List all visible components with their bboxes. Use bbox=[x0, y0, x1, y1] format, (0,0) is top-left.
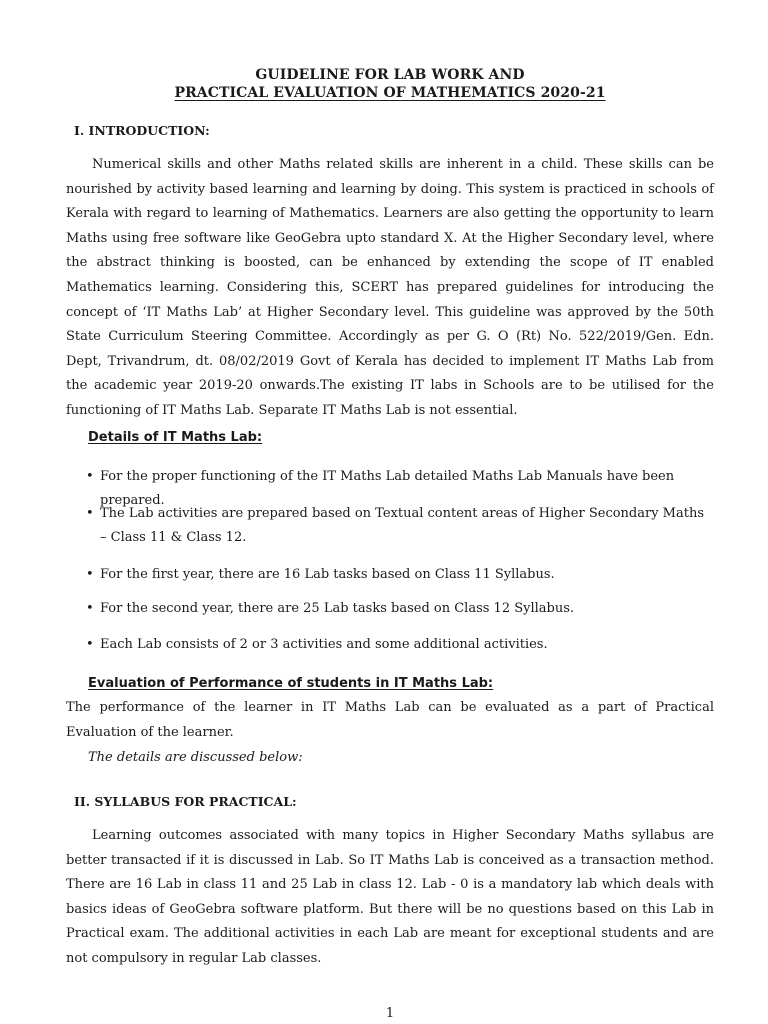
document-title-line2 bbox=[66, 85, 714, 101]
evaluation-note: The details are discussed below: bbox=[88, 750, 303, 765]
list-item: • For the first year, there are 16 Lab tasks based on Class 11 Syllabus. bbox=[86, 563, 714, 587]
page-number: 1 bbox=[385, 1006, 395, 1021]
evaluation-heading: Evaluation of Performance of students in IT Maths Lab: bbox=[88, 676, 494, 691]
section-heading-syllabus: II. SYLLABUS FOR PRACTICAL: bbox=[74, 794, 297, 809]
list-item: • For the proper functioning of the IT Maths Lab detailed Maths Lab Manuals have been prepared. bbox=[86, 465, 714, 513]
introduction-paragraph: Numerical skills and other Maths related skills are inherent in a child. These skills can be nourished by activity based learning and learning by doing. This system is practiced in schools of Kerala with regard to learning of Mathematics. Learners are also getting the opportunity to learn Maths using free software like GeoGebra upto standard X. At the Higher Secondary level, where the abstract thinking is boosted, can be enhanced by extending the scope of IT enabled Mathematics learning. Considering this, SCERT has prepared guidelines for introducing the concept of ‘IT Maths Lab’ at Higher Secondary level. This guideline was approved by the 50th State Curriculum Steering Committee. Accordingly as per G. O (Rt) No. 522/2019/Gen. Edn. Dept, Trivandrum, dt. 08/02/2019 Govt of Kerala has decided to implement IT Maths Lab from the academic year 2019-20 onwards.The existing IT labs in Schools are to be utilised for the functioning of IT Maths Lab. Separate IT Maths Lab is not essential. bbox=[66, 157, 714, 418]
list-item: • For the second year, there are 25 Lab tasks based on Class 12 Syllabus. bbox=[86, 597, 714, 621]
bullet-icon: • bbox=[86, 637, 94, 652]
list-item: • Each Lab consists of 2 or 3 activities and some additional activities. bbox=[86, 633, 714, 657]
evaluation-paragraph: The performance of the learner in IT Maths Lab can be evaluated as a part of Practical Evaluation of the learner. bbox=[66, 700, 714, 740]
list-item: • The Lab activities are prepared based on Textual content areas of Higher Secondary Maths – Class 11 & Class 12. bbox=[86, 502, 714, 550]
bullet-icon: • bbox=[86, 567, 94, 582]
bullet-icon: • bbox=[86, 601, 94, 616]
syllabus-paragraph: Learning outcomes associated with many topics in Higher Secondary Maths syllabus are better transacted if it is discussed in Lab. So IT Maths Lab is conceived as a transaction method. There are 16 Lab in class 11 and 25 Lab in class 12. Lab - 0 is a mandatory lab which deals with basics ideas of GeoGebra software platform. But there will be no questions based on this Lab in Practical exam. The additional activities in each Lab are meant for exceptional students and are not compulsory in regular Lab classes. bbox=[66, 828, 714, 966]
details-heading: Details of IT Maths Lab: bbox=[88, 430, 263, 445]
document-title-line1: GUIDELINE FOR LAB WORK AND bbox=[255, 67, 525, 83]
document-title-line2-text: PRACTICAL EVALUATION OF MATHEMATICS 2020-21 bbox=[174, 85, 606, 101]
bullet-icon: • bbox=[86, 469, 94, 484]
section-heading-introduction: I. INTRODUCTION: bbox=[74, 123, 210, 138]
bullet-icon: • bbox=[86, 506, 94, 521]
document-page bbox=[66, 0, 714, 1024]
